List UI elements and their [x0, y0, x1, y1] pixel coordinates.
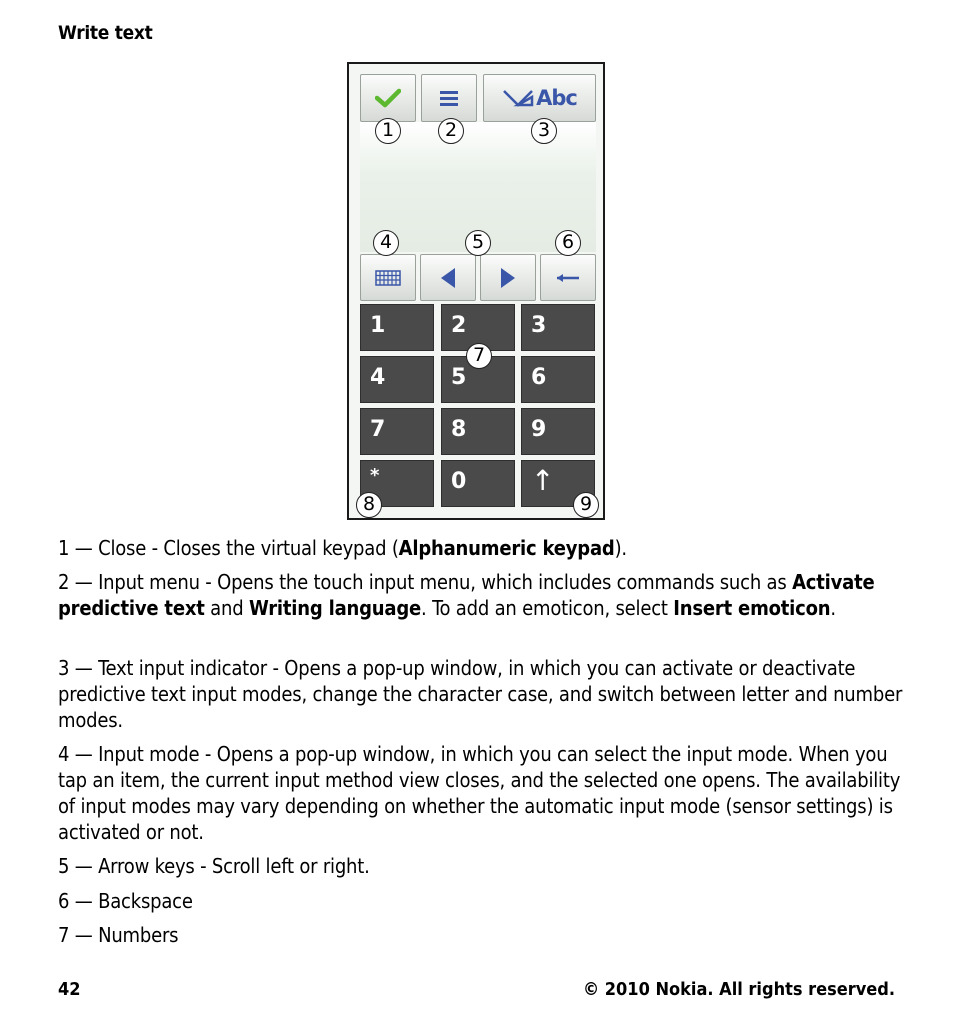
input-menu-button[interactable]	[421, 74, 477, 122]
key-1[interactable]: 1	[360, 304, 434, 351]
input-indicator-label: Abc	[536, 86, 577, 110]
callout-1: 1	[375, 118, 401, 144]
callout-9: 9	[573, 492, 599, 518]
key-shift[interactable]: ↑	[521, 460, 595, 507]
arrow-left-icon	[439, 266, 457, 290]
key-3[interactable]: 3	[521, 304, 595, 351]
key-9[interactable]: 9	[521, 408, 595, 455]
key-5[interactable]: 5	[441, 356, 515, 403]
keypad-illustration	[347, 62, 605, 520]
numeric-keypad	[360, 304, 596, 509]
key-2[interactable]: 2	[441, 304, 515, 351]
copyright-notice: © 2010 Nokia. All rights reserved.	[582, 979, 895, 1000]
menu-icon	[438, 89, 460, 107]
keyboard-icon	[375, 270, 401, 286]
key-7[interactable]: 7	[360, 408, 434, 455]
description-item-6: 6 — Backspace	[58, 889, 193, 913]
callout-7: 7	[466, 343, 492, 369]
description-item-5: 5 — Arrow keys - Scroll left or right.	[58, 854, 370, 878]
arrow-right-button[interactable]	[480, 254, 536, 301]
callout-4: 4	[373, 230, 399, 256]
description-item-4: 4 — Input mode - Opens a pop-up window, in which you can select the input mode. When you tap an item, the current input method view closes, and the selected one opens. The availability of input modes may vary depending on whether the automatic input mode (sensor settings) is activated or not.	[58, 742, 901, 844]
arrow-left-button[interactable]	[420, 254, 476, 301]
backspace-arrow-icon	[555, 272, 581, 284]
backspace-button[interactable]	[540, 254, 596, 301]
key-star[interactable]: *	[360, 460, 434, 507]
key-0[interactable]: 0	[441, 460, 515, 507]
callout-8: 8	[356, 492, 382, 518]
page-header-title: Write text	[58, 22, 153, 44]
key-6[interactable]: 6	[521, 356, 595, 403]
text-input-indicator-button[interactable]	[483, 74, 596, 122]
key-8[interactable]: 8	[441, 408, 515, 455]
description-item-3: 3 — Text input indicator - Opens a pop-up window, in which you can activate or deactivate predictive text input modes, change the character case, and switch between letter and number modes.	[58, 656, 903, 732]
page-number: 42	[58, 979, 81, 1000]
arrow-right-icon	[499, 266, 517, 290]
description-item-2: 2 — Input menu - Opens the touch input menu, which includes commands such as Activate predictive text and Writing language. To add an emoticon, select Insert emoticon.	[58, 570, 875, 620]
description-item-7: 7 — Numbers	[58, 923, 179, 947]
predictive-pen-icon	[502, 87, 536, 109]
callout-5: 5	[465, 230, 491, 256]
close-button[interactable]	[360, 74, 416, 122]
callout-2: 2	[438, 118, 464, 144]
input-mode-button[interactable]	[360, 254, 416, 301]
checkmark-icon	[375, 88, 401, 108]
callout-3: 3	[531, 118, 557, 144]
key-4[interactable]: 4	[360, 356, 434, 403]
callout-6: 6	[555, 230, 581, 256]
description-item-1: 1 — Close - Closes the virtual keypad (Alphanumeric keypad).	[58, 536, 627, 560]
